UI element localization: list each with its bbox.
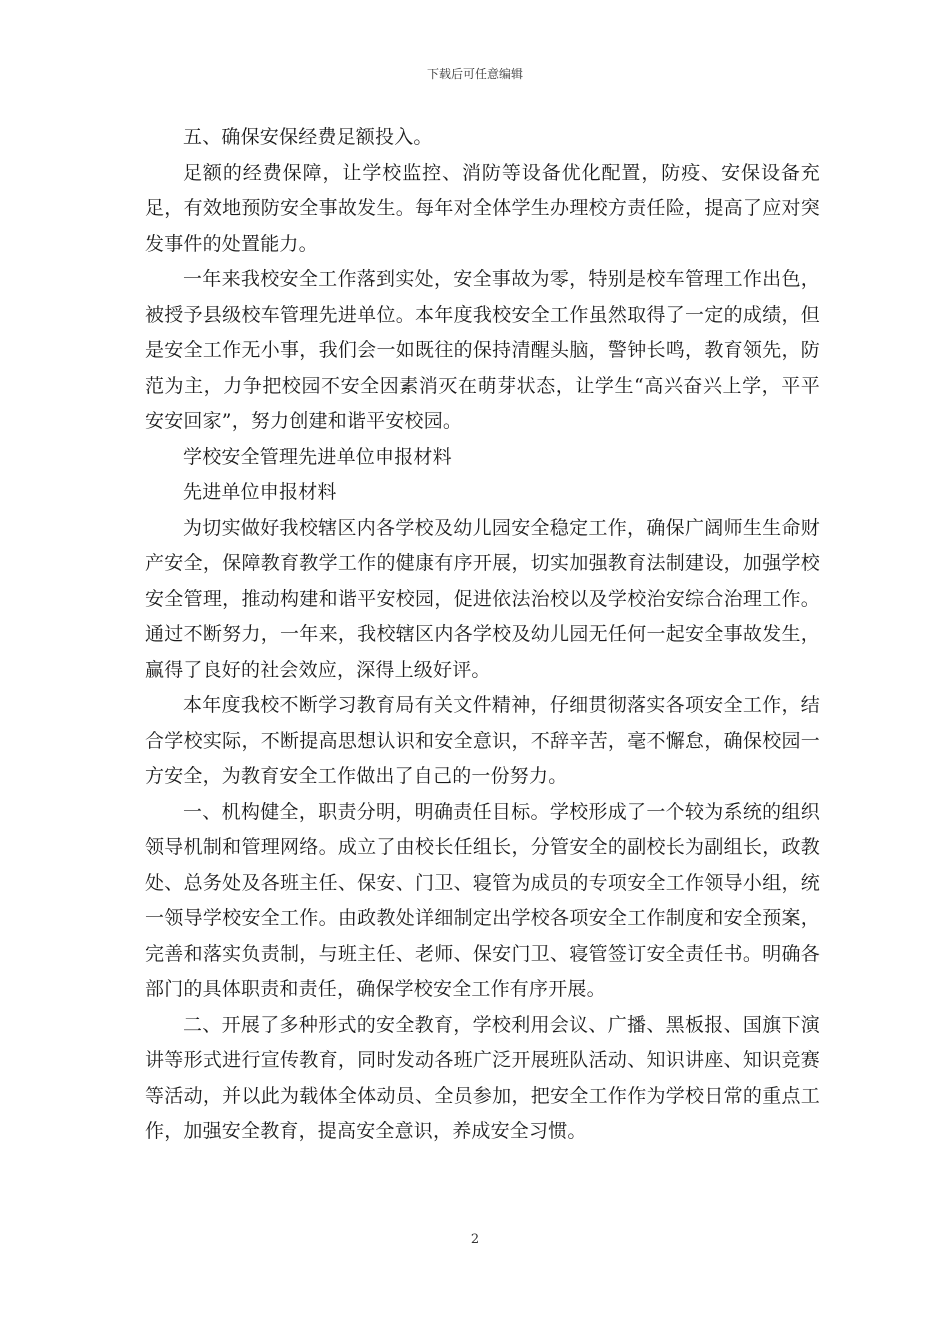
paragraph: 五、确保安保经费足额投入。: [183, 126, 433, 148]
page-number: 2: [470, 1232, 480, 1247]
paragraph: 为切实做好我校辖区内各学校及幼儿园安全稳定工作，确保广阔师生生命财产安全，保障教育教学工作的健康有序开展，切实加强教育法制建设，加强学校安全管理，推动构建和谐平安校园，促进依法治校以及学校治安综合治理工作。通过不断努力，一年来，我校辖区内各学校及幼儿园无任何一起安全事故发生，赢得了良好的社会效应，深得上级好评。: [145, 516, 820, 681]
paragraph: 足额的经费保障，让学校监控、消防等设备优化配置，防疫、安保设备充足，有效地预防安全事故发生。每年对全体学生办理校方责任险，提高了应对突发事件的处置能力。: [145, 161, 820, 255]
document-body: [145, 120, 820, 1150]
paragraph: 先进单位申报材料: [183, 481, 337, 503]
paragraph: 一、机构健全，职责分明，明确责任目标。学校形成了一个较为系统的组织领导机制和管理网络。成立了由校长任组长，分管安全的副校长为副组长，政教处、总务处及各班主任、保安、门卫、寝管为成员的专项安全工作领导小组，统一领导学校安全工作。由政教处详细制定出学校各项安全工作制度和安全预案，完善和落实负责制，与班主任、老师、保安门卫、寝管签订安全责任书。明确各部门的具体职责和责任，确保学校安全工作有序开展。: [145, 800, 820, 1000]
paragraph: 学校安全管理先进单位申报材料: [183, 445, 452, 468]
page-header-note: 下载后可任意编辑: [426, 67, 523, 81]
paragraph: 本年度我校不断学习教育局有关文件精神，仔细贯彻落实各项安全工作，结合学校实际，不断提高思想认识和安全意识，不辞辛苦，毫不懈怠，确保校园一方安全，为教育安全工作做出了自己的一份努力。: [145, 694, 820, 787]
paragraph: 二、开展了多种形式的安全教育，学校利用会议、广播、黑板报、国旗下演讲等形式进行宣传教育，同时发动各班广泛开展班队活动、知识讲座、知识竞赛等活动，并以此为载体全体动员、全员参加，把安全工作作为学校日常的重点工作，加强安全教育，提高安全意识，养成安全习惯。: [145, 1013, 820, 1142]
paragraph: 一年来我校安全工作落到实处，安全事故为零，特别是校车管理工作出色，被授予县级校车管理先进单位。本年度我校安全工作虽然取得了一定的成绩，但是安全工作无小事，我们会一如既往的保持清醒头脑，警钟长鸣，教育领先，防范为主，力争把校园不安全因素消灭在萌芽状态，让学生“高兴奋兴上学，平平安安回家”，努力创建和谐平安校园。: [145, 268, 820, 432]
